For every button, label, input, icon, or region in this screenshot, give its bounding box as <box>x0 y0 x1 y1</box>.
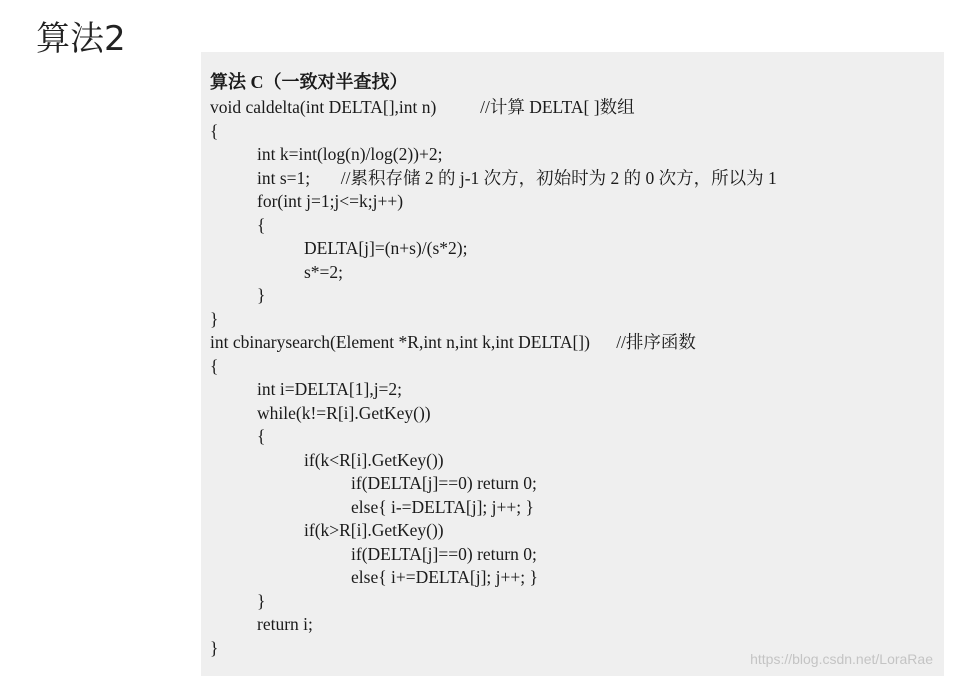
code-line: } <box>257 590 266 611</box>
code-line: int cbinarysearch(Element *R,int n,int k,int DELTA[]) //排序函数 <box>210 332 696 352</box>
code-line: s*=2; <box>304 261 344 282</box>
page-title: 算法2 <box>36 19 126 59</box>
code-line: if(DELTA[j]==0) return 0; <box>351 543 537 564</box>
code-line: } <box>210 308 219 329</box>
code-line: for(int j=1;j<=k;j++) <box>257 191 404 211</box>
code-line: else{ i-=DELTA[j]; j++; } <box>351 496 534 517</box>
code-image-panel <box>201 52 944 676</box>
code-line: { <box>257 214 266 235</box>
code-line: if(k>R[i].GetKey()) <box>304 520 444 540</box>
code-line: } <box>257 285 266 305</box>
code-line: { <box>257 426 266 446</box>
code-line: if(k<R[i].GetKey()) <box>304 449 444 470</box>
code-line: if(DELTA[j]==0) return 0; <box>351 473 537 493</box>
code-line: int k=int(log(n)/log(2))+2; <box>257 144 443 164</box>
code-line: int s=1; //累积存储 2 的 j-1 次方，初始时为 2 的 0 次方，所以为 1 <box>257 167 777 188</box>
code-line: { <box>210 120 219 141</box>
watermark: https://blog.csdn.net/LoraRae <box>750 651 933 667</box>
code-line: while(k!=R[i].GetKey()) <box>257 402 431 423</box>
code-block <box>210 96 944 660</box>
code-line: return i; <box>257 614 313 634</box>
code-line: DELTA[j]=(n+s)/(s*2); <box>304 238 468 258</box>
code-line: int i=DELTA[1],j=2; <box>257 379 403 399</box>
code-line: { <box>210 355 219 376</box>
algorithm-heading: 算法 C（一致对半查找） <box>210 72 408 92</box>
code-line: void caldelta(int DELTA[],int n) //计算 DELTA[ ]数组 <box>210 97 635 117</box>
code-line: else{ i+=DELTA[j]; j++; } <box>351 567 538 587</box>
code-line: } <box>210 637 219 658</box>
